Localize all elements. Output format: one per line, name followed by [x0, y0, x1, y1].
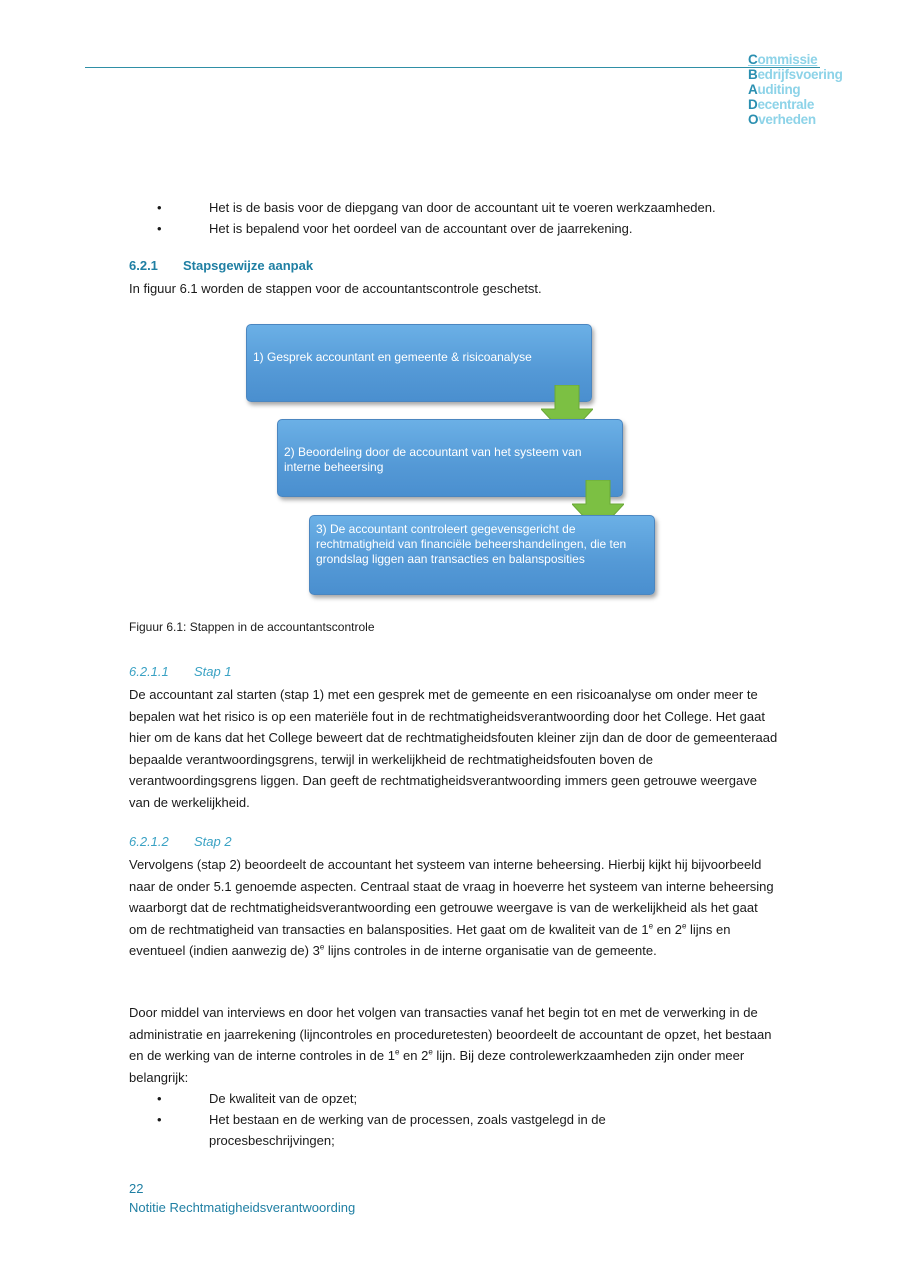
footer-doc-title: Notitie Rechtmatigheidsverantwoording	[129, 1200, 356, 1215]
bullet-icon: •	[157, 1091, 162, 1106]
bado-logo	[748, 52, 843, 127]
logo-line-1: Commissie	[748, 52, 818, 67]
step-2-box: 2) Beoordeling door de accountant van het systeem van interne beheersing	[277, 419, 623, 497]
bullet-icon: •	[157, 221, 162, 236]
logo-line-4: Decentrale	[748, 97, 815, 112]
document-page: Commissie Bedrijfsvoering Auditing Decentrale Overheden • Het is de basis voor de diepgang van door de accountant uit te voeren werkzaamheden. • Het is bepalend voor het oordeel van de accountant over de jaarrekening. 6.2.1 Stapsgewijze aanpak In figuur 6.1 worden de stappen voor de accountantscontrole geschetst. 1) Gesprek accountant en gemeente & risicoanalyse 2) Beoordeling door de accountant van het systeem van interne beheersing 3) De accountant controleert gegevensgericht de rechtmatigheid van financiële beheershandelingen, die ten grondslag liggen aan transacties en balansposities Figuur 6.1: Stappen in de accountantscontrole 6.2.1.1 Stap 1 De accountant zal starten (stap 1) met een gesprek met de gemeente en een risicoanalyse om onder meer te bepalen wat het risico is op een materiële fout in de rechtmatigheidsverantwoording door het College. Het gaat hier om de kans dat het College beweert dat de rechtmatigheidsfouten kleiner zijn dan de door de gemeenteraad bepaalde verantwoordingsgrens, terwijl in werkelijkheid de rechtmatigheidsfouten boven de verantwoordingsgrens liggen. Dan geeft de rechtmatigheidsverantwoording immers geen getrouwe weergave van de werkelijkheid. 6.2.1.2 Stap 2 Vervolgens (stap 2) beoordeelt de accountant het systeem van interne beheersing. Hierbij kijkt hij bijvoorbeeld naar de onder 5.1 genoemde aspecten. Centraal staat de vraag in hoeverre het systeem van interne beheersing waarborgt dat de rechtmatigheidsverantwoording een getrouwe weergave is van de werkelijkheid als het gaat om de rechtmatigheid van transacties en balansposities. Het gaat om de kwaliteit van de 1e en 2e lijns en eventueel (indien aanwezig de) 3e lijns controles in de interne organisatie van de gemeente. Door middel van interviews en door het volgen van transacties vanaf het begin tot en met de verwerking in de administratie en jaarrekening (lijncontroles en proceduretesten) beoordeelt de accountant de opzet, het bestaan en de werking van de interne controles in de 1e en 2e lijn. Bij deze controlewerkzaamheden zijn onder meer belangrijk: • De kwaliteit van de opzet; • Het bestaan en de werking van de processen, zoals vastgelegd in de procesbeschrijvingen; 22 Notitie Rechtmatigheidsverantwoording	[0, 0, 900, 1273]
logo-line-5: Overheden	[748, 112, 816, 127]
step-3-box: 3) De accountant controleert gegevensgericht de rechtmatigheid van financiële beheershandelingen, die ten grondslag liggen aan transacties en balansposities	[309, 515, 655, 595]
page-number: 22	[129, 1181, 144, 1196]
step2-paragraph: Vervolgens (stap 2) beoordeelt de accountant het systeem van interne beheersing. Hierbij kijkt hij bijvoorbeeld naar de onder 5.1 genoemde aspecten. Centraal staat de vraag in hoeverre het systeem van interne beheersing waarborgt dat de rechtmatigheidsverantwoording een getrouwe weergave is van de werkelijkheid als het gaat om de rechtmatigheid van transacties en balansposities. Het gaat om de kwaliteit van de 1e en 2e lijns en eventueel (indien aanwezig de) 3e lijns controles in de interne organisatie van de gemeente.	[129, 857, 774, 959]
section-heading-6-2-1-1: 6.2.1.1 Stap 1	[129, 664, 232, 679]
logo-line-3: Auditing	[748, 82, 801, 97]
section-heading-6-2-1-2: 6.2.1.2 Stap 2	[129, 834, 232, 849]
section-heading-6-2-1: 6.2.1 Stapsgewijze aanpak	[129, 258, 314, 273]
header-rule	[85, 67, 820, 68]
figure-caption: Figuur 6.1: Stappen in de accountantscontrole	[129, 620, 375, 634]
bullet-icon: •	[157, 1112, 162, 1127]
bullet-icon: •	[157, 200, 162, 215]
logo-line-2: Bedrijfsvoering	[748, 67, 843, 82]
step2-paragraph-2: Door middel van interviews en door het volgen van transacties vanaf het begin tot en met de verwerking in de administratie en jaarrekening (lijncontroles en proceduretesten) beoordeelt de accountant de opzet, het bestaan en de werking van de interne controles in de 1e en 2e lijn. Bij deze controlewerkzaamheden zijn onder meer belangrijk:	[129, 1005, 772, 1085]
step-1-box: 1) Gesprek accountant en gemeente & risicoanalyse	[246, 324, 592, 402]
section-intro: In figuur 6.1 worden de stappen voor de accountantscontrole geschetst.	[129, 281, 542, 296]
step1-paragraph: De accountant zal starten (stap 1) met een gesprek met de gemeente en een risicoanalyse om onder meer te bepalen wat het risico is op een materiële fout in de rechtmatigheidsverantwoording door het College. Het gaat hier om de kans dat het College beweert dat de rechtmatigheidsfouten kleiner zijn dan de door de gemeenteraad bepaalde verantwoordingsgrens, terwijl in werkelijkheid de rechtmatigheidsfouten boven de verantwoordingsgrens liggen. Dan geeft de rechtmatigheidsverantwoording immers geen getrouwe weergave van de werkelijkheid.	[129, 687, 778, 810]
